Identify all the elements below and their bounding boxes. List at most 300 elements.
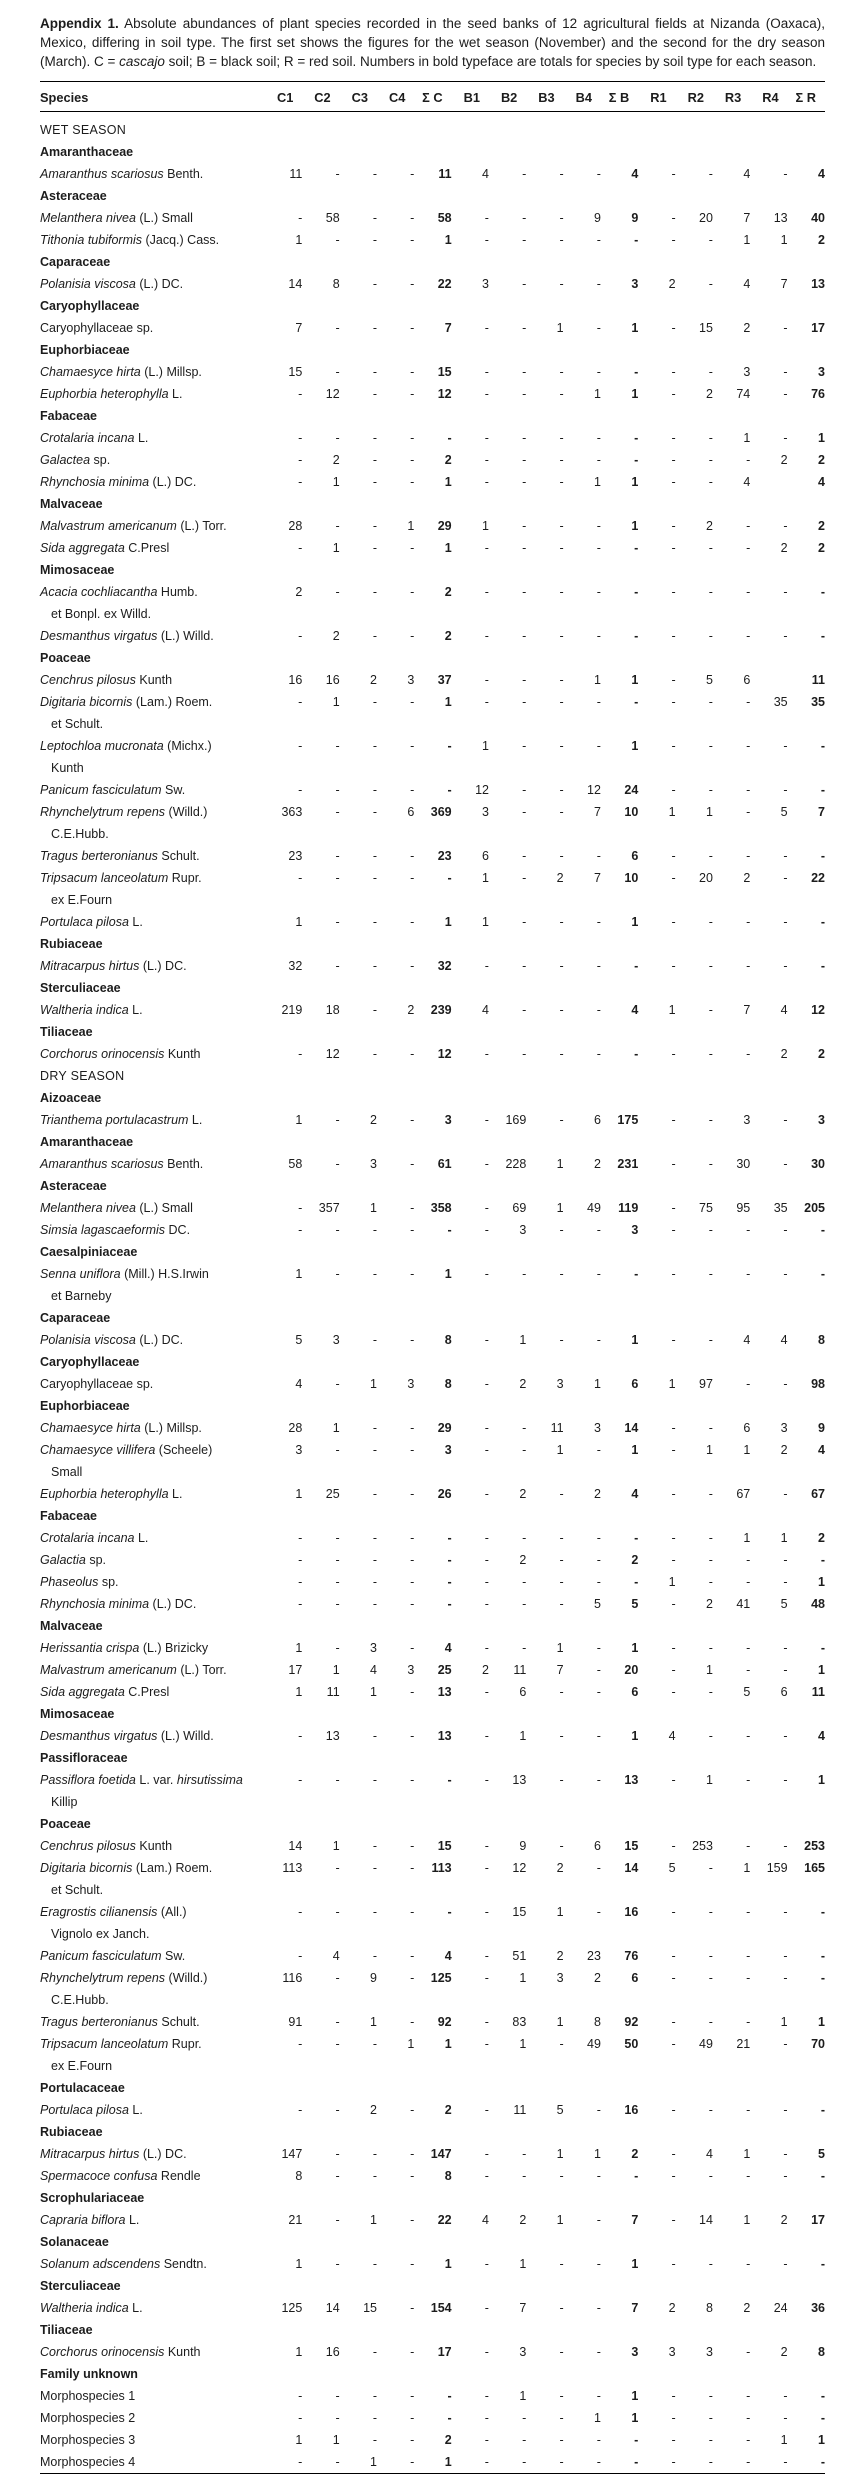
total-cell: 1 [631,1729,639,1743]
species-name-continuation: ex E.Fourn [51,2059,113,2073]
species-name: Passiflora foetida L. var. hirsutissima Killip [40,1769,265,1813]
value-cell: 3 [556,1377,564,1391]
value-cell: - [671,1641,676,1655]
value-cell: 2 [705,1597,713,1611]
value-cell: - [708,1949,713,1963]
value-cell: - [335,1377,340,1391]
value-cell: - [671,1487,676,1501]
table-row-family [40,2319,825,2341]
table-row-species [40,1571,825,1593]
species-name-continuation: ex E.Fourn [51,893,113,907]
value-cell: - [671,453,676,467]
value-cell: 97 [699,1377,713,1391]
value-cell: - [783,2257,788,2271]
value-cell: 8 [705,2301,713,2315]
value-cell: - [410,1575,415,1589]
value-cell: - [708,1047,713,1061]
value-cell: - [484,365,489,379]
value-cell: 67 [736,1487,751,1501]
total-cell: 165 [804,1861,825,1875]
value-cell: - [708,2411,713,2425]
column-header: C3 [340,82,377,112]
table-row-species [40,845,825,867]
value-cell: - [298,2103,303,2117]
value-cell: 2 [594,1157,601,1171]
value-cell: 5 [295,1333,303,1347]
total-cell: 12 [437,387,452,401]
family-label: Amaranthaceae [40,1135,134,1149]
species-name: Tragus berteronianus Schult. [40,849,200,863]
value-cell: - [596,233,601,247]
total-cell: - [634,959,639,973]
value-cell: - [708,783,713,797]
value-cell: - [372,1333,377,1347]
value-cell: - [746,519,751,533]
value-cell: 1 [370,1685,377,1699]
value-cell: - [522,739,527,753]
value-cell: - [746,805,751,819]
total-cell: - [634,431,639,445]
table-row-species [40,2165,825,2187]
value-cell: 49 [587,2037,601,2051]
value-cell: - [335,1641,340,1655]
value-cell: - [335,2169,340,2183]
total-cell: 239 [430,1003,452,1017]
value-cell: - [596,2301,601,2315]
total-cell: - [634,453,639,467]
value-cell: - [559,519,564,533]
value-cell: - [746,2411,751,2425]
value-cell: 1 [705,1773,713,1787]
species-name: Panicum fasciculatum Sw. [40,783,186,797]
value-cell: 1 [295,1641,303,1655]
species-name: Portulaca pilosa L. [40,915,143,929]
value-cell: 1 [743,2213,751,2227]
value-cell: - [484,673,489,687]
total-cell: 147 [430,2147,452,2161]
value-cell: 1 [295,2433,303,2447]
total-cell: 6 [631,1377,639,1391]
value-cell: - [522,211,527,225]
value-cell: - [671,1773,676,1787]
value-cell: 357 [318,1201,340,1215]
value-cell: - [372,871,377,885]
column-header: R2 [676,82,713,112]
value-cell: 6 [594,1113,601,1127]
value-cell: - [559,431,564,445]
total-cell: 48 [811,1597,825,1611]
total-cell: 113 [431,1861,452,1875]
value-cell: - [410,1223,415,1237]
total-cell: - [447,1773,452,1787]
value-cell: - [671,2389,676,2403]
table-row-family [40,1505,825,1527]
total-cell: 2 [631,2147,639,2161]
family-label: Caparaceae [40,255,111,269]
value-cell: - [708,431,713,445]
value-cell: - [522,2169,527,2183]
table-row-species [40,449,825,471]
value-cell: - [335,1113,340,1127]
value-cell: 1 [295,1685,303,1699]
total-cell: 14 [624,1421,639,1435]
family-label: Malvaceae [40,1619,103,1633]
value-cell: - [783,585,788,599]
value-cell: - [522,519,527,533]
value-cell: 1 [519,1333,527,1347]
value-cell: - [783,1773,788,1787]
total-cell: 29 [437,1421,452,1435]
value-cell: - [335,2015,340,2029]
family-label: Euphorbiaceae [40,343,130,357]
value-cell: - [372,167,377,181]
total-cell: 20 [624,1663,639,1677]
value-cell: 4 [705,2147,713,2161]
value-cell: - [708,1553,713,1567]
value-cell: - [783,871,788,885]
value-cell: 7 [780,277,788,291]
species-name: Chamaesyce villifera (Scheele) Small [40,1439,265,1483]
species-name-continuation: et Bonpl. ex Willd. [51,607,152,621]
value-cell: 9 [594,211,601,225]
value-cell: 32 [288,959,303,973]
value-cell: - [522,783,527,797]
value-cell: - [596,1333,601,1347]
table-row-species [40,1549,825,1571]
total-cell: - [820,2169,825,2183]
value-cell: - [484,1377,489,1391]
value-cell: - [372,387,377,401]
value-cell: - [372,2433,377,2447]
total-cell: 76 [624,1949,639,1963]
value-cell: - [484,1113,489,1127]
value-cell: - [484,2147,489,2161]
value-cell: - [559,2257,564,2271]
value-cell: 2 [519,2213,527,2227]
value-cell: - [708,959,713,973]
total-cell: 2 [818,453,825,467]
total-cell: - [634,541,639,555]
total-cell: 1 [444,915,452,929]
total-cell: 253 [804,1839,825,1853]
value-cell: - [484,2389,489,2403]
value-cell: 58 [325,211,340,225]
value-cell: - [671,2169,676,2183]
total-cell: 98 [811,1377,825,1391]
value-cell: - [298,1575,303,1589]
total-cell: 3 [631,277,639,291]
value-cell: 1 [556,1157,564,1171]
value-cell: 1 [668,1575,676,1589]
value-cell: - [783,1487,788,1501]
value-cell: - [410,277,415,291]
value-cell: 228 [505,1157,527,1171]
value-cell: 25 [325,1487,340,1501]
column-header: R4 [750,82,787,112]
value-cell: - [783,321,788,335]
value-cell: - [410,695,415,709]
value-cell: 1 [295,2257,303,2271]
value-cell: 1 [668,805,676,819]
total-cell: 8 [444,1377,452,1391]
value-cell: 15 [288,365,303,379]
total-cell: 22 [437,277,452,291]
value-cell: - [783,959,788,973]
value-cell: - [783,629,788,643]
total-cell: - [820,849,825,863]
value-cell: 1 [594,475,601,489]
value-cell: - [372,805,377,819]
value-cell: - [671,2433,676,2447]
total-cell: 10 [624,805,639,819]
value-cell: - [559,1047,564,1061]
total-cell: - [447,1223,452,1237]
value-cell: - [335,1575,340,1589]
table-row-family [40,1615,825,1637]
species-name: Waltheria indica L. [40,2301,143,2315]
value-cell: - [708,2433,713,2447]
value-cell: - [783,1949,788,1963]
value-cell: - [596,1905,601,1919]
value-cell: - [335,431,340,445]
value-cell: - [522,871,527,885]
value-cell: - [335,849,340,863]
value-cell: - [522,673,527,687]
total-cell: 1 [444,2455,452,2469]
value-cell: - [298,871,303,885]
value-cell: 6 [743,673,751,687]
value-cell: - [484,233,489,247]
caption-italic-term: cascajo [119,54,165,69]
table-row-family [40,1131,825,1153]
total-cell: 30 [811,1157,825,1171]
value-cell: - [708,1971,713,1985]
total-cell: 154 [430,2301,452,2315]
family-label: Asteraceae [40,1179,107,1193]
total-cell: - [447,1597,452,1611]
value-cell: - [335,739,340,753]
value-cell: - [708,1157,713,1171]
total-cell: - [634,695,639,709]
value-cell: 7 [743,211,751,225]
species-name: Sida aggregata C.Presl [40,541,170,555]
value-cell: - [671,519,676,533]
value-cell: - [708,541,713,555]
value-cell: - [335,365,340,379]
value-cell: 8 [332,277,340,291]
value-cell: - [671,1905,676,1919]
column-header: Σ B [601,82,638,112]
value-cell: 95 [736,1201,751,1215]
species-name: Waltheria indica L. [40,1003,143,1017]
value-cell: 51 [512,1949,527,1963]
value-cell: - [522,167,527,181]
value-cell: - [522,2455,527,2469]
value-cell: 1 [295,1267,303,1281]
value-cell: 21 [288,2213,303,2227]
value-cell: 2 [705,387,713,401]
value-cell: - [559,1685,564,1699]
value-cell: - [410,475,415,489]
value-cell: - [410,1047,415,1061]
family-label: Caryophyllaceae [40,1355,140,1369]
value-cell: - [783,1641,788,1655]
value-cell: - [671,2455,676,2469]
family-label: Solanaceae [40,2235,109,2249]
species-name: Tragus berteronianus Schult. [40,2015,200,2029]
value-cell: - [783,1267,788,1281]
total-cell: - [447,431,452,445]
value-cell: - [746,1971,751,1985]
value-cell: - [335,1773,340,1787]
value-cell: - [783,2037,788,2051]
total-cell: - [820,1223,825,1237]
family-label: Scrophulariaceae [40,2191,145,2205]
value-cell: - [410,1421,415,1435]
value-cell: - [783,849,788,863]
species-name: Rhynchosia minima (L.) DC. [40,1597,197,1611]
value-cell: - [298,2037,303,2051]
value-cell: - [671,2411,676,2425]
table-header-row [40,82,825,112]
species-name: Mitracarpus hirtus (L.) DC. [40,2147,187,2161]
value-cell: - [372,431,377,445]
value-cell: - [559,365,564,379]
value-cell: - [559,849,564,863]
value-cell: - [671,1113,676,1127]
value-cell: - [671,585,676,599]
species-name-continuation: C.E.Hubb. [51,827,109,841]
table-row-species [40,1725,825,1747]
value-cell: 1 [332,1663,340,1677]
value-cell: 49 [699,2037,713,2051]
value-cell: 1 [594,387,601,401]
value-cell: 49 [587,1201,601,1215]
species-name: Mitracarpus hirtus (L.) DC. [40,959,187,973]
value-cell [750,471,787,493]
total-cell: - [634,2455,639,2469]
table-row-family [40,339,825,361]
value-cell: 23 [288,849,303,863]
value-cell: 1 [780,1531,788,1545]
value-cell: 125 [281,2301,303,2315]
value-cell: - [484,1047,489,1061]
species-name: Caryophyllaceae sp. [40,321,154,335]
value-cell: - [783,2169,788,2183]
value-cell: - [298,541,303,555]
value-cell: - [522,233,527,247]
value-cell: - [559,585,564,599]
value-cell: - [298,1949,303,1963]
total-cell: 2 [444,585,452,599]
species-name-continuation: et Schult. [51,717,104,731]
value-cell: 4 [743,277,751,291]
value-cell: - [522,321,527,335]
table-row-family [40,251,825,273]
species-name: Galactia sp. [40,1553,107,1567]
value-cell: - [746,2345,751,2359]
value-cell: - [410,2345,415,2359]
species-name: Eragrostis cilianensis (All.) Vignolo ex Janch. [40,1901,265,1945]
value-cell: 1 [407,2037,415,2051]
total-cell: - [634,629,639,643]
value-cell: - [671,1047,676,1061]
total-cell: 32 [437,959,452,973]
value-cell: - [372,585,377,599]
value-cell: 3 [743,1113,751,1127]
value-cell: - [671,1553,676,1567]
total-cell: 10 [624,871,639,885]
value-cell: - [708,1223,713,1237]
value-cell: 1 [705,1663,713,1677]
value-cell: - [335,1531,340,1545]
table-row-species [40,2297,825,2319]
value-cell: 13 [773,211,788,225]
value-cell: 363 [281,805,303,819]
total-cell: 35 [811,695,825,709]
value-cell: - [708,1487,713,1501]
table-row-family [40,933,825,955]
total-cell: 1 [631,387,639,401]
table-row-family [40,185,825,207]
table-row-species [40,2385,825,2407]
table-row-family [40,2231,825,2253]
value-cell: - [746,1773,751,1787]
total-cell: - [820,1949,825,1963]
value-cell: - [671,431,676,445]
value-cell: - [298,629,303,643]
value-cell: - [372,1839,377,1853]
species-name: Corchorus orinocensis Kunth [40,2345,201,2359]
value-cell: - [484,1949,489,1963]
value-cell: - [372,211,377,225]
total-cell: 17 [437,2345,452,2359]
species-name: Portulaca pilosa L. [40,2103,143,2117]
total-cell: - [634,1531,639,1545]
value-cell: 5 [705,673,713,687]
value-cell: - [372,1003,377,1017]
value-cell: - [484,1839,489,1853]
value-cell: 2 [556,871,564,885]
value-cell: - [335,1267,340,1281]
value-cell: - [372,1223,377,1237]
value-cell: - [671,475,676,489]
value-cell: 4 [668,1729,676,1743]
table-row-family [40,493,825,515]
value-cell: 1 [556,1443,564,1457]
value-cell: 41 [736,1597,751,1611]
value-cell: - [372,1905,377,1919]
value-cell: - [708,1905,713,1919]
value-cell: - [335,233,340,247]
total-cell: 1 [444,233,452,247]
value-cell: - [522,1641,527,1655]
total-cell: - [634,365,639,379]
table-row-species [40,1769,825,1813]
species-name: Rhynchelytrum repens (Willd.) C.E.Hubb. [40,801,265,845]
value-cell: - [372,277,377,291]
value-cell: 8 [594,2015,601,2029]
value-cell: - [298,1773,303,1787]
value-cell: - [671,2147,676,2161]
value-cell: - [596,277,601,291]
value-cell: - [783,739,788,753]
species-name: Spermacoce confusa Rendle [40,2169,201,2183]
value-cell: - [596,1729,601,1743]
table-row-family [40,647,825,669]
value-cell: - [746,849,751,863]
family-label: Malvaceae [40,497,103,511]
